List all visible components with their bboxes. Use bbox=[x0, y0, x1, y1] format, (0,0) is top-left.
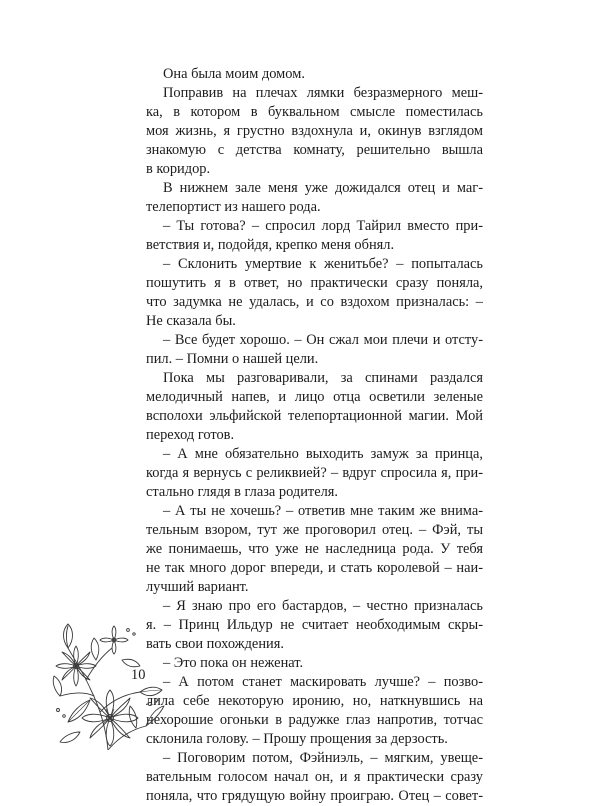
text-line: Пока мы разговаривали, за спинами раздался bbox=[163, 370, 483, 386]
text-line: вательным голосом начал он, и я практически сразу bbox=[146, 769, 483, 785]
text-line: пил. – Помни о нашей цели. bbox=[146, 351, 319, 367]
text-line: телепортист из нашего рода. bbox=[146, 199, 321, 215]
text-line: моя жизнь, я грустно вздохнула и, окинув взглядом bbox=[146, 123, 483, 139]
text-line: – Это пока он неженат. bbox=[163, 655, 304, 671]
text-line: – Ты готова? – спросил лорд Тайрил вместо при- bbox=[163, 218, 483, 234]
text-line: когда я вернусь с реликвией? – вдруг спросила я, при- bbox=[146, 465, 483, 481]
page-number: 10 bbox=[131, 667, 146, 683]
text-line: поняла, что грядущую войну проиграю. Отец – совет- bbox=[146, 788, 483, 804]
text-line: всполохи эльфийской телепортационной магии. Мой bbox=[146, 408, 483, 424]
text-line: не так много дорог впереди, и стать королевой – наи- bbox=[146, 560, 483, 576]
text-line: Она была моим домом. bbox=[163, 66, 305, 82]
text-line: стально глядя в глаза родителя. bbox=[146, 484, 338, 500]
text-line: – Склонить умертвие к женитьбе? – попыталась bbox=[163, 256, 483, 272]
text-line: мелодичный напев, и лицо отца осветили зеленые bbox=[146, 389, 483, 405]
body-text bbox=[146, 65, 483, 806]
text-line: – Поговорим потом, Фэйниэль, – мягким, увеще- bbox=[163, 750, 483, 766]
text-line: лучший вариант. bbox=[146, 579, 249, 595]
text-line: переход готов. bbox=[146, 427, 235, 443]
text-line: В нижнем зале меня уже дожидался отец и маг- bbox=[163, 180, 483, 196]
text-line: Не сказала бы. bbox=[146, 313, 236, 329]
text-line: вать свои похождения. bbox=[146, 636, 284, 652]
text-line: ветствия и, подойдя, крепко меня обнял. bbox=[146, 237, 395, 253]
text-line: склонила голову. – Прошу прощения за дерзость. bbox=[146, 731, 448, 747]
text-line: – А ты не хочешь? – ответив мне таким же внима- bbox=[163, 503, 483, 519]
text-line: лила себе некоторую иронию, но, наткнувшись на bbox=[146, 693, 483, 709]
text-line: я. – Принц Ильдур не считает необходимым скры- bbox=[146, 617, 483, 633]
text-line: – Все будет хорошо. – Он сжал мои плечи и отсту- bbox=[163, 332, 483, 348]
text-line: – А потом станет маскировать лучше? – позво- bbox=[163, 674, 483, 690]
text-line: ка, в котором в буквальном смысле поместилась bbox=[146, 104, 483, 120]
text-line: в коридор. bbox=[146, 161, 211, 177]
text-line: Поправив на плечах лямки безразмерного меш- bbox=[163, 85, 483, 101]
text-line: же понимаешь, что уже не наследница рода. У тебя bbox=[146, 541, 483, 557]
text-line: пошутить я в ответ, но практически сразу поняла, bbox=[146, 275, 483, 291]
floral-ornament-icon bbox=[50, 600, 165, 750]
text-line: что задумка не удалась, и со вздохом призналась: – bbox=[146, 294, 483, 310]
text-line: тельным взором, тут же проговорил отец. – Фэй, ты bbox=[146, 522, 483, 538]
text-line: нехорошие огоньки в радужке глаз напротив, тотчас bbox=[146, 712, 483, 728]
text-line: – Я знаю про его бастардов, – честно призналась bbox=[163, 598, 483, 614]
text-line: знакомую с детства комнату, решительно вышла bbox=[146, 142, 483, 158]
text-line: – А мне обязательно выходить замуж за принца, bbox=[163, 446, 483, 462]
